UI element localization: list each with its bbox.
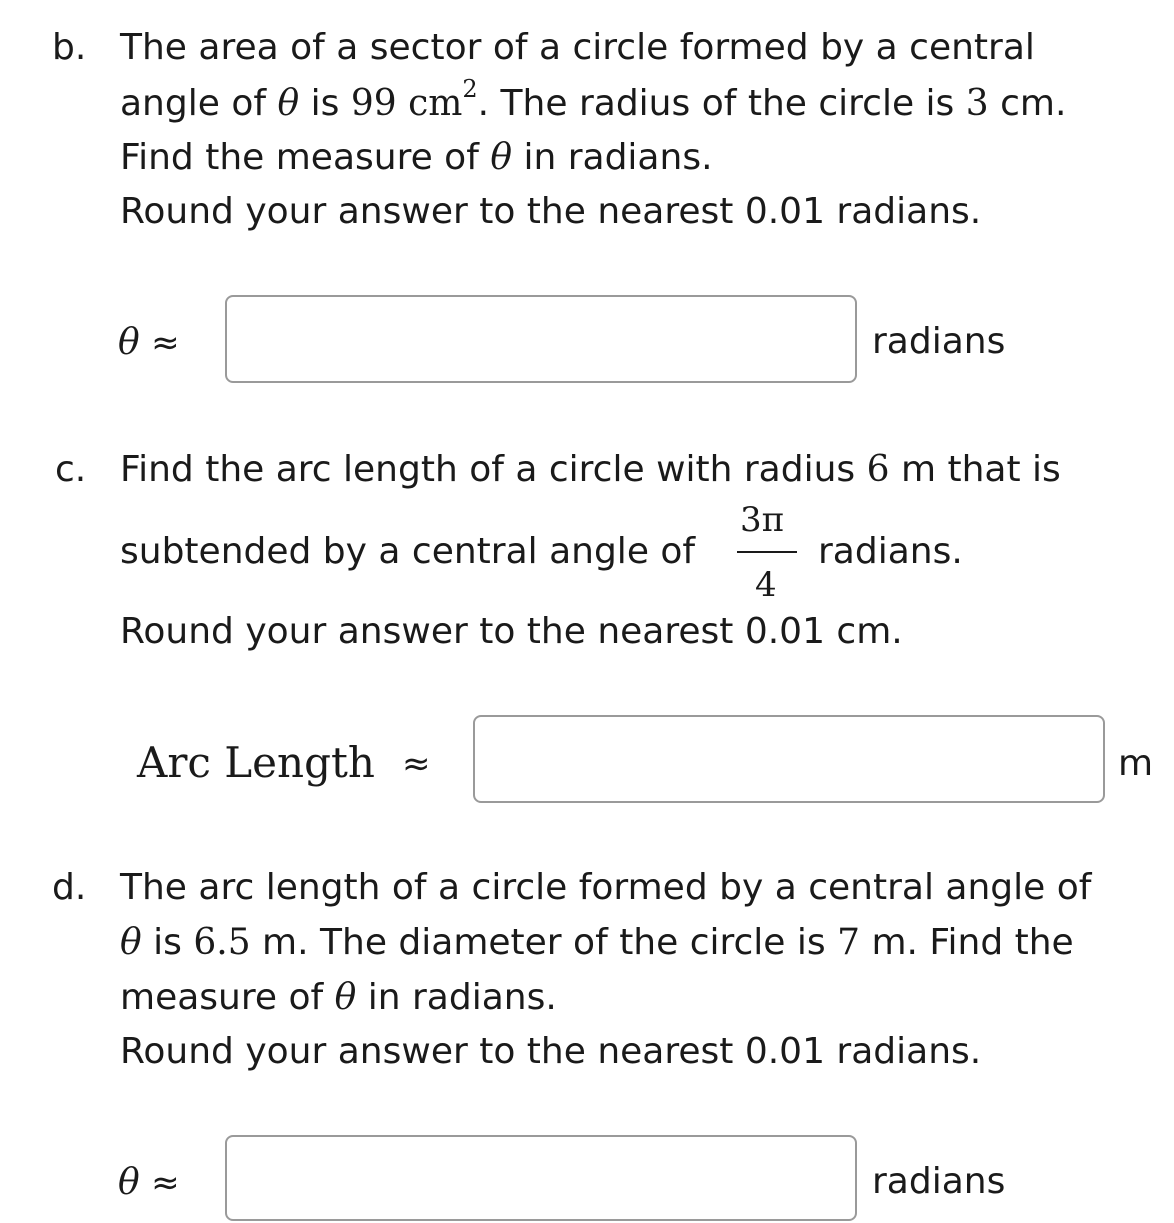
theta-symbol: θ (118, 1162, 140, 1203)
part-c-letter: c. (55, 449, 87, 490)
arc-value: 6.5 (193, 922, 251, 963)
part-b-line-2: angle of θ is 99 $cm^2$. The radius of the circle is 3 cm. (120, 75, 1067, 124)
fraction-denominator: 4 (755, 565, 777, 605)
theta-symbol: θ (490, 137, 513, 178)
part-b-answer-label (118, 322, 180, 363)
part-d-line-2: θ is 6.5 m. The diameter of the circle is 7 m. Find the (120, 922, 1074, 963)
part-d-answer-unit: radians (872, 1161, 1006, 1202)
part-b-answer-input[interactable] (225, 295, 857, 383)
part-d-answer-input[interactable] (225, 1135, 857, 1221)
radius-value: 3 (965, 83, 989, 124)
part-c-line-2-prefix: subtended by a central angle of (120, 531, 696, 572)
approx-symbol: ≈ (151, 1163, 180, 1203)
approx-symbol: ≈ (151, 323, 180, 363)
radius-value: 6 (866, 449, 890, 490)
theta-symbol: θ (277, 83, 300, 124)
part-d-line-1: The arc length of a circle formed by a central angle of (120, 867, 1092, 908)
fraction-numerator: 3π (740, 500, 784, 540)
area-value: 99 (350, 83, 397, 124)
part-c-line-2-suffix: radians. (818, 531, 963, 572)
part-d-round-instruction: Round your answer to the nearest 0.01 radians. (120, 1031, 982, 1072)
part-c-answer-unit: m (1118, 743, 1154, 784)
part-d-line-3: measure of θ in radians. (120, 977, 557, 1018)
area-unit: cm (408, 83, 463, 124)
part-b-letter: b. (52, 27, 87, 68)
part-b-answer-unit: radians (872, 321, 1006, 362)
fraction-bar (737, 551, 797, 553)
part-d-letter: d. (52, 867, 87, 908)
approx-symbol: ≈ (402, 744, 431, 784)
part-c-round-instruction: Round your answer to the nearest 0.01 cm. (120, 611, 903, 652)
part-b-line-1: The area of a sector of a circle formed by a central (120, 27, 1035, 68)
theta-symbol: θ (118, 322, 140, 363)
theta-symbol: θ (334, 977, 357, 1018)
part-c-answer-input[interactable] (473, 715, 1105, 803)
arc-length-label: Arc Length (137, 738, 375, 787)
area-exponent: 2 (462, 75, 478, 103)
diameter-value: 7 (837, 922, 861, 963)
theta-symbol: θ (120, 922, 142, 963)
part-b-line-3: Find the measure of θ in radians. (120, 137, 713, 178)
part-b-round-instruction: Round your answer to the nearest 0.01 radians. (120, 191, 982, 232)
part-d-answer-label (118, 1162, 180, 1203)
part-c-answer-label (137, 738, 375, 787)
part-c-line-1: Find the arc length of a circle with radius 6 m that is (120, 449, 1061, 490)
